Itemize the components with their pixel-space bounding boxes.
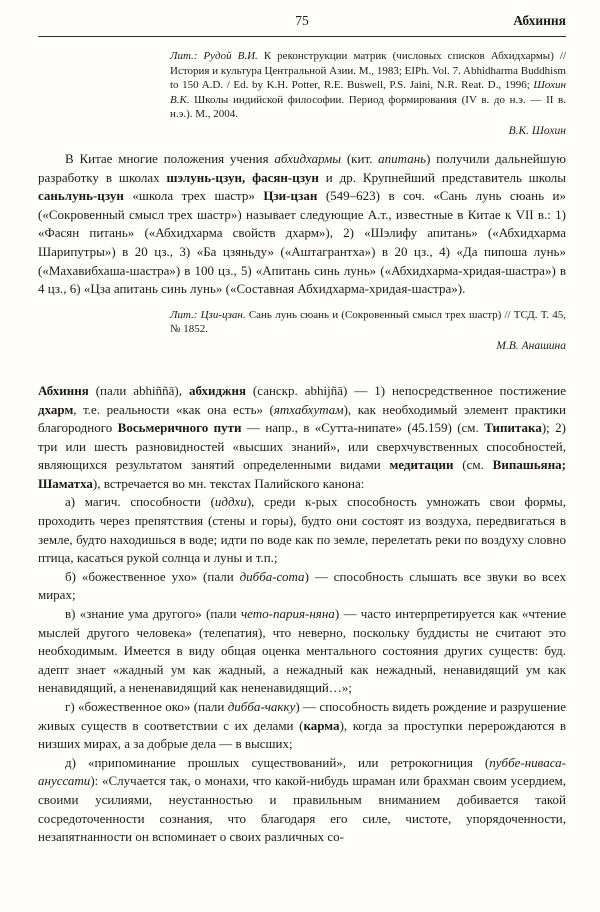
header-rule — [38, 36, 566, 37]
paragraph-china-schools: В Китае многие положения учения абхидхармы (кит. апитань) получили дальнейшую разработку в школах шэлунь-цзун, фасян-цзун и др. Крупнейший представитель школы саньлунь-цзун «школа трех шастр» Цзи-цзан (549–623) в соч. «Сань лунь сюань и» («Сокровенный смысл трех шастр») называет следующие А.т., известные в Китае к VII в.: 1) «Фасян питань» («Абхидхарма свойств дхарм»), 2) «Шэлифу апитань» («Абхидхарма Шарипутры») в 20 цз., 3) «Ба цзяньду» («Аштагрантха») в 20 цз., 4) «Да пипоша лунь» («Махавибхаша-шастра») в 100 цз., 5) «Апитань синь лунь» («Абхидхарма-хридая-шастра») в 4 цз., 6) «Цза апитань синь лунь» («Составная Абхидхарма-хридая-шастра»). — [38, 150, 566, 297]
page-header — [38, 13, 566, 33]
article-item-d: д) «припоминание прошлых существований», или ретрокогниция (пуббе-ниваса-ануссати): «Случается так, о монахи, что какой-нибудь шраман или брахман своим усердием, своими усилиями, неустанностью и правильным вниманием добивается такой сосредоточенности сознания, что благодаря его силе, чистоте, упорядоченности, незапятнанности он вспоминает о своих различных со- — [38, 754, 566, 845]
article-item-a: а) магич. способности (иддхи), среди к-рых способность умножать свои формы, проходить через препятствия (стены и горы), будто они состоят из воздуха, передвигаться в земле, будто находишься в воде; идти по воде как по земле, перелетать реки по воздуху словно птица, касаться рукой солнца и луны и т.п.; — [38, 494, 566, 566]
lit-block-2: Лит.: Цзи-цзан. Сань лунь сюань и (Сокровенный смысл трех шастр) // ТСД. Т. 45, № 1852. — [170, 308, 566, 336]
article-lead-paragraph: Абхиння (пали abhiññā), абхиджня (санскр. abhijñā) — 1) непосредственное постижение дхарм, т.е. реальности «как она есть» (ятхабхутам), как необходимый элемент практики благородного Восьмеричного пути — напр., в «Сутта-нипате» (45.159) (см. Типитака); 2) три или шесть разновидностей «высших знаний», или сверхчувственных способностей, являющихся результатом занятий определенными видами медитации (см. Випашьяна; Шаматха), встречается во мн. текстах Палийского канона: — [38, 382, 567, 491]
signature-author-1: В.К. Шохин — [508, 124, 566, 137]
article-item-b: б) «божественное ухо» (пали дибба-сота) — способность слышать все звуки во всех мирах; — [38, 568, 566, 603]
page-number: 75 — [295, 13, 309, 28]
lit-block-1: Лит.: Рудой В.И. К реконструкции матрик (числовых списков Абхидхармы) // История и культура Центральной Азии. М., 1983; EIPh. Vol. 7. Abhidharma Buddhism to 150 A.D. / Ed. by K.H. Potter, R.E. Buswell, P.S. Jaini, N.R. Reat. D., 1996; Шохин В.К. Школы индийской философии. Период формирования (IV в. до н.э. — II в. н.э.). М., 2004. — [170, 50, 566, 121]
article-separator-gap — [38, 352, 566, 382]
article-item-g: г) «божественное око» (пали дибба-чакку) — способность видеть рождение и разрушение живых существ в соответствии с их делами (карма), когда за проступки перерождаются в низших мирах, а за добрые дела — в высших; — [38, 699, 567, 752]
running-title: Абхиння — [513, 13, 566, 28]
article-item-v: в) «знание ума другого» (пали чето-пария-няна) — часто интерпретируется как «чтение мыслей другого человека» (телепатия), что неверно, поскольку буддисты не считают это необходимым. Имеется в виду общая оценка ментального состояния других существ: буд. адепт знает «жадный ум как жадный, а нежадный как нежадный, ненавидящий ум как ненавидящий, а нененавидящий как нененавидящий…»; — [38, 606, 566, 696]
signature-author-2: М.В. Анашина — [496, 339, 566, 352]
